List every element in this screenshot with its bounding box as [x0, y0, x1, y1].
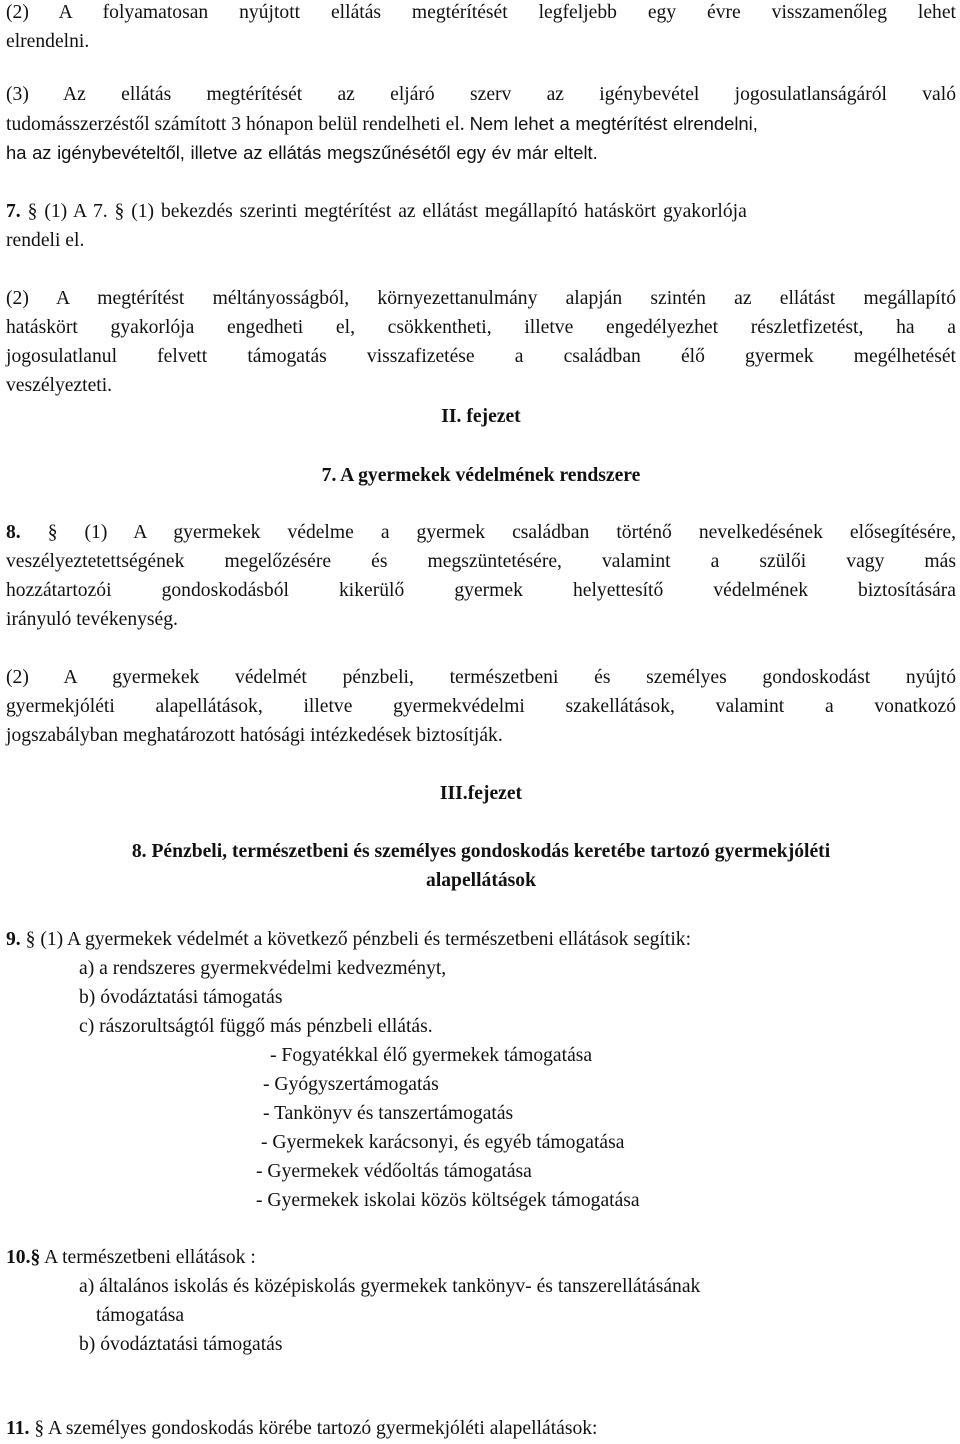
- s6-p3-line3: ha az igénybevételtől, illetve az ellátás megszűnésétől egy év már eltelt.: [6, 142, 598, 163]
- s7-number: 7.: [6, 201, 21, 222]
- chapter3-subtitle-line1: 8. Pénzbeli, természetbeni és személyes gondoskodás keretébe tartozó gyermekjóléti: [131, 841, 831, 862]
- s9-subitem-2: - Gyógyszertámogatás: [263, 1074, 439, 1095]
- s9-item-c: c) rászorultságtól függő más pénzbeli ellátás.: [79, 1016, 433, 1037]
- s8-p1-line1: [6, 518, 956, 547]
- s8-p2-line3: jogszabályban meghatározott hatósági intézkedések biztosítják.: [6, 725, 503, 746]
- s7-p2-line1: (2) A megtérítést méltányosságból, környezettanulmány alapján szintén az ellátást megállapító: [6, 288, 956, 309]
- s7-section-sign: §: [27, 201, 38, 222]
- s8-p1-text: (1) A gyermekek védelme a gyermek családban történő nevelkedésének elősegítésére,: [84, 522, 956, 543]
- s8-p1-line3: hozzátartozói gondoskodásból kikerülő gyermek helyettesítő védelmének biztosítására: [6, 580, 956, 601]
- s10-intro: [6, 1243, 256, 1272]
- s8-number: 8.: [6, 522, 21, 543]
- s9-item-b: b) óvodáztatási támogatás: [79, 987, 283, 1008]
- s6-p2-line2: elrendelni.: [6, 31, 90, 52]
- s10-number: 10.: [6, 1247, 31, 1268]
- s11-intro-text: A személyes gondoskodás körébe tartozó gyermekjóléti alapellátások:: [47, 1418, 598, 1439]
- s9-subitem-6: - Gyermekek iskolai közös költségek támogatása: [256, 1190, 640, 1211]
- s8-p1-line2: veszélyeztetettségének megelőzésére és megszüntetésére, valamint a szülői vagy más: [6, 551, 956, 572]
- s10-item-b: b) óvodáztatási támogatás: [79, 1334, 283, 1355]
- s9-intro: [6, 925, 691, 954]
- s9-section-sign: §: [25, 929, 36, 950]
- s7-p2-line2: hatáskört gyakorlója engedheti el, csökkentheti, illetve engedélyezhet részletfizetést, ha a: [6, 317, 956, 338]
- s7-p1-line1: [6, 197, 956, 226]
- s9-subitem-1: - Fogyatékkal élő gyermekek támogatása: [270, 1045, 593, 1066]
- s7-p1-line2: rendeli el.: [6, 230, 85, 251]
- chapter3-title: III.fejezet: [439, 783, 523, 804]
- s7-p2-line3: jogosulatlanul felvett támogatás visszafizetése a családban élő gyermek megélhetését: [6, 346, 956, 367]
- s10-section-sign: §: [30, 1247, 41, 1268]
- s6-p2-line1: (2) A folyamatosan nyújtott ellátás megtérítését legfeljebb egy évre visszamenőleg lehet: [6, 2, 956, 23]
- s11-intro: [6, 1414, 598, 1443]
- chapter3-subtitle-line2: alapellátások: [426, 870, 536, 891]
- s9-subitem-5: - Gyermekek védőoltás támogatása: [256, 1161, 532, 1182]
- chapter2-title: II. fejezet: [441, 406, 521, 427]
- s10-intro-text: A természetbeni ellátások :: [44, 1247, 256, 1268]
- s11-number: 11.: [6, 1418, 30, 1439]
- s6-p3-line2: [6, 109, 758, 138]
- s8-p1-line4: irányuló tevékenység.: [6, 609, 178, 630]
- s9-subitem-3: - Tankönyv és tanszertámogatás: [263, 1103, 514, 1124]
- s6-p3-line1: (3) Az ellátás megtérítését az eljáró szerv az igénybevétel jogosulatlanságáról való: [6, 84, 956, 105]
- s8-p2-line2: gyermekjóléti alapellátások, illetve gyermekvédelmi szakellátások, valamint a vonatkozó: [6, 696, 956, 717]
- s6-p3-line2-sans: Nem lehet a megtérítést elrendelni,: [469, 113, 758, 134]
- s9-subitem-4: - Gyermekek karácsonyi, és egyéb támogatása: [261, 1132, 625, 1153]
- s6-p3-line2-serif: tudomásszerzéstől számított 3 hónapon belül rendelheti el.: [6, 114, 465, 135]
- s10-item-a-line2: támogatása: [96, 1305, 185, 1326]
- s9-number: 9.: [6, 929, 21, 950]
- s10-item-a-line1: a) általános iskolás és középiskolás gyermekek tankönyv- és tanszerellátásának: [79, 1276, 701, 1297]
- s9-intro-text: (1) A gyermekek védelmét a következő pénzbeli és természetbeni ellátások segítik:: [40, 929, 692, 950]
- s11-section-sign: §: [34, 1418, 45, 1439]
- s8-section-sign: §: [47, 522, 58, 543]
- s9-item-a: a) a rendszeres gyermekvédelmi kedvezményt,: [79, 958, 447, 979]
- s7-p2-line4: veszélyezteti.: [6, 375, 113, 396]
- s8-p2-line1: (2) A gyermekek védelmét pénzbeli, természetbeni és személyes gondoskodást nyújtó: [6, 667, 956, 688]
- s7-p1-text: (1) A 7. § (1) bekezdés szerinti megtérítést az ellátást megállapító hatáskört gyakorlója: [44, 201, 747, 222]
- chapter2-subtitle: 7. A gyermekek védelmének rendszere: [321, 465, 641, 486]
